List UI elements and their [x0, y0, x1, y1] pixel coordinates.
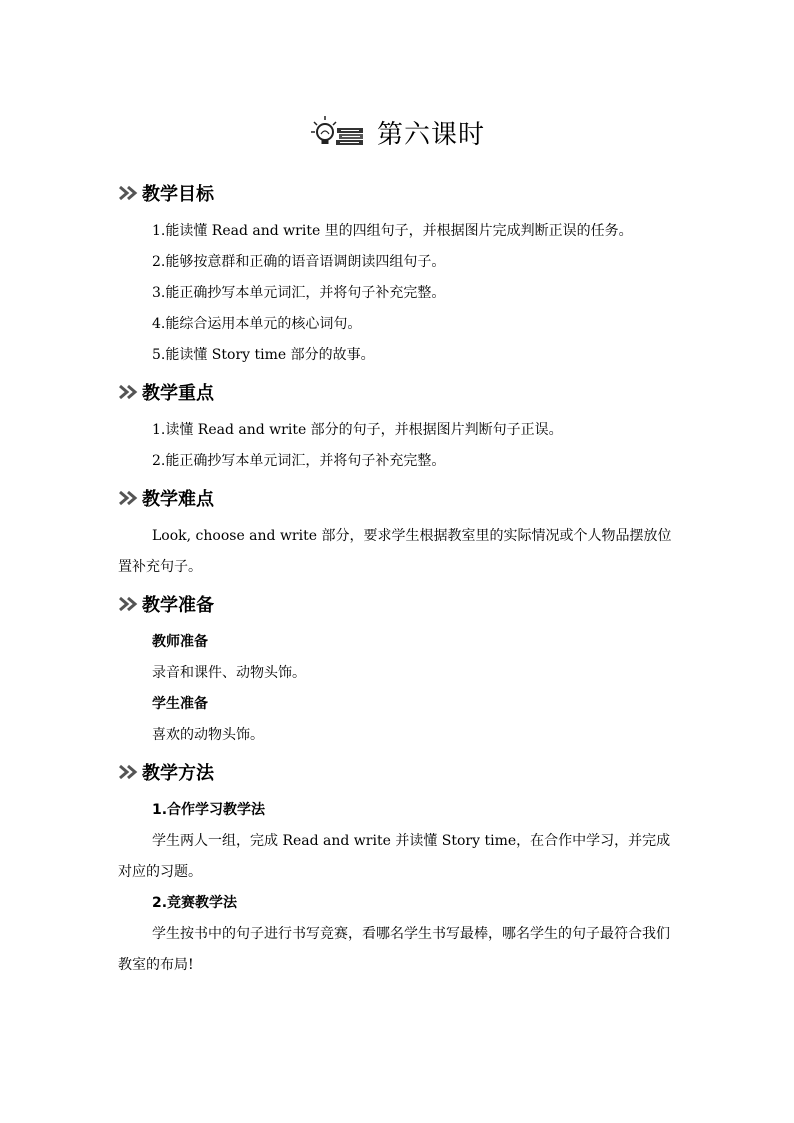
method-2-label: 2.竞赛教学法: [152, 895, 238, 911]
double-chevron-right-icon: [118, 384, 140, 400]
difficulties-paragraph: Look, choose and write 部分，要求学生根据教室里的实际情况或个人物品摆放位置补充句子。: [118, 528, 672, 575]
section-goals: [118, 176, 678, 371]
student-prep-label: 学生准备: [152, 696, 208, 712]
section-heading-text: 教学难点: [142, 489, 214, 510]
goal-item-3: 3.能正确抄写本单元词汇，并将句子补充完整。: [152, 285, 446, 301]
section-heading-text: 教学重点: [142, 383, 214, 404]
page-title: 第六课时: [376, 119, 485, 150]
section-heading-methods: [118, 755, 678, 789]
section-heading-text: 教学方法: [142, 763, 214, 784]
section-heading-key-points: [118, 375, 678, 409]
title-row: [0, 108, 794, 156]
key-point-item-2: 2.能正确抄写本单元词汇，并将句子补充完整。: [152, 453, 446, 469]
section-heading-text: 教学准备: [142, 595, 214, 616]
student-prep-text: 喜欢的动物头饰。: [152, 727, 264, 743]
double-chevron-right-icon: [118, 490, 140, 506]
section-preparation: [118, 587, 678, 751]
double-chevron-right-icon: [118, 596, 140, 612]
teacher-prep-text: 录音和课件、动物头饰。: [152, 665, 306, 681]
section-key-points: [118, 375, 678, 477]
goal-item-4: 4.能综合运用本单元的核心词句。: [152, 316, 362, 332]
double-chevron-right-icon: [118, 764, 140, 780]
goal-item-2: 2.能够按意群和正确的语音语调朗读四组句子。: [152, 254, 446, 270]
content: [118, 172, 678, 983]
double-chevron-right-icon: [118, 185, 140, 201]
section-methods: [118, 755, 678, 981]
section-difficulties: [118, 481, 678, 583]
method-1-label: 1.合作学习教学法: [152, 802, 266, 818]
key-point-item-1: 1.读懂 Read and write 部分的句子，并根据图片判断句子正误。: [152, 422, 563, 438]
goal-item-5: 5.能读懂 Story time 部分的故事。: [152, 347, 375, 363]
teacher-prep-label: 教师准备: [152, 634, 208, 650]
section-heading-preparation: [118, 587, 678, 621]
section-heading-goals: [118, 176, 678, 210]
method-1-text: 学生两人一组，完成 Read and write 并读懂 Story time，在合作中学习，并完成对应的习题。: [118, 833, 671, 880]
goal-item-1: 1.能读懂 Read and write 里的四组句子，并根据图片完成判断正误的任务。: [152, 223, 633, 239]
method-2-text: 学生按书中的句子进行书写竞赛，看哪名学生书写最棒，哪名学生的句子最符合我们教室的布局!: [118, 926, 670, 973]
lightbulb-books-icon: [309, 114, 365, 150]
section-heading-text: 教学目标: [142, 184, 214, 205]
section-heading-difficulties: [118, 481, 678, 515]
